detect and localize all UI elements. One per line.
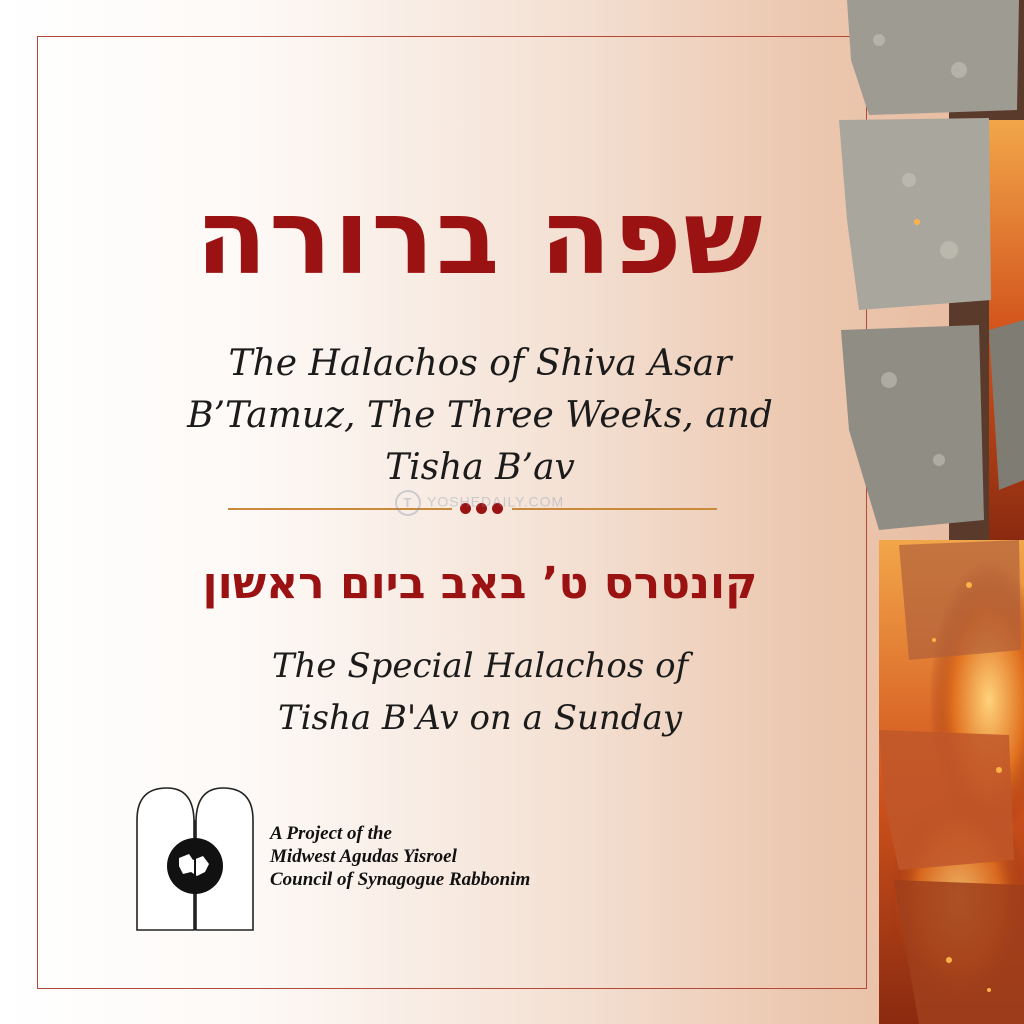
- project-line: Council of Synagogue Rabbonim: [270, 869, 531, 890]
- stone-wall-fire-image: [839, 0, 1024, 1024]
- subtitle-line: B’Tamuz, The Three Weeks, and: [187, 395, 773, 436]
- subtitle-line: Tisha B’av: [385, 447, 575, 488]
- subtitle: [150, 338, 810, 494]
- special-subtitle: [150, 640, 810, 744]
- watermark: [395, 490, 564, 516]
- project-line: A Project of the: [270, 823, 392, 844]
- project-credit: [270, 822, 530, 891]
- special-line: The Special Halachos of: [271, 646, 689, 686]
- hebrew-subtitle: קונטרס ט’ באב ביום ראשון: [202, 558, 758, 609]
- watermark-text: YOSHEDAILY.COM: [427, 493, 565, 510]
- project-line: Midwest Agudas Yisroel: [270, 846, 457, 867]
- hebrew-title: שפה ברורה: [195, 176, 765, 298]
- watermark-badge: T: [395, 490, 421, 516]
- subtitle-line: The Halachos of Shiva Asar: [228, 343, 732, 384]
- special-line: Tisha B'Av on a Sunday: [277, 698, 683, 738]
- tablets-logo-icon: [133, 780, 257, 936]
